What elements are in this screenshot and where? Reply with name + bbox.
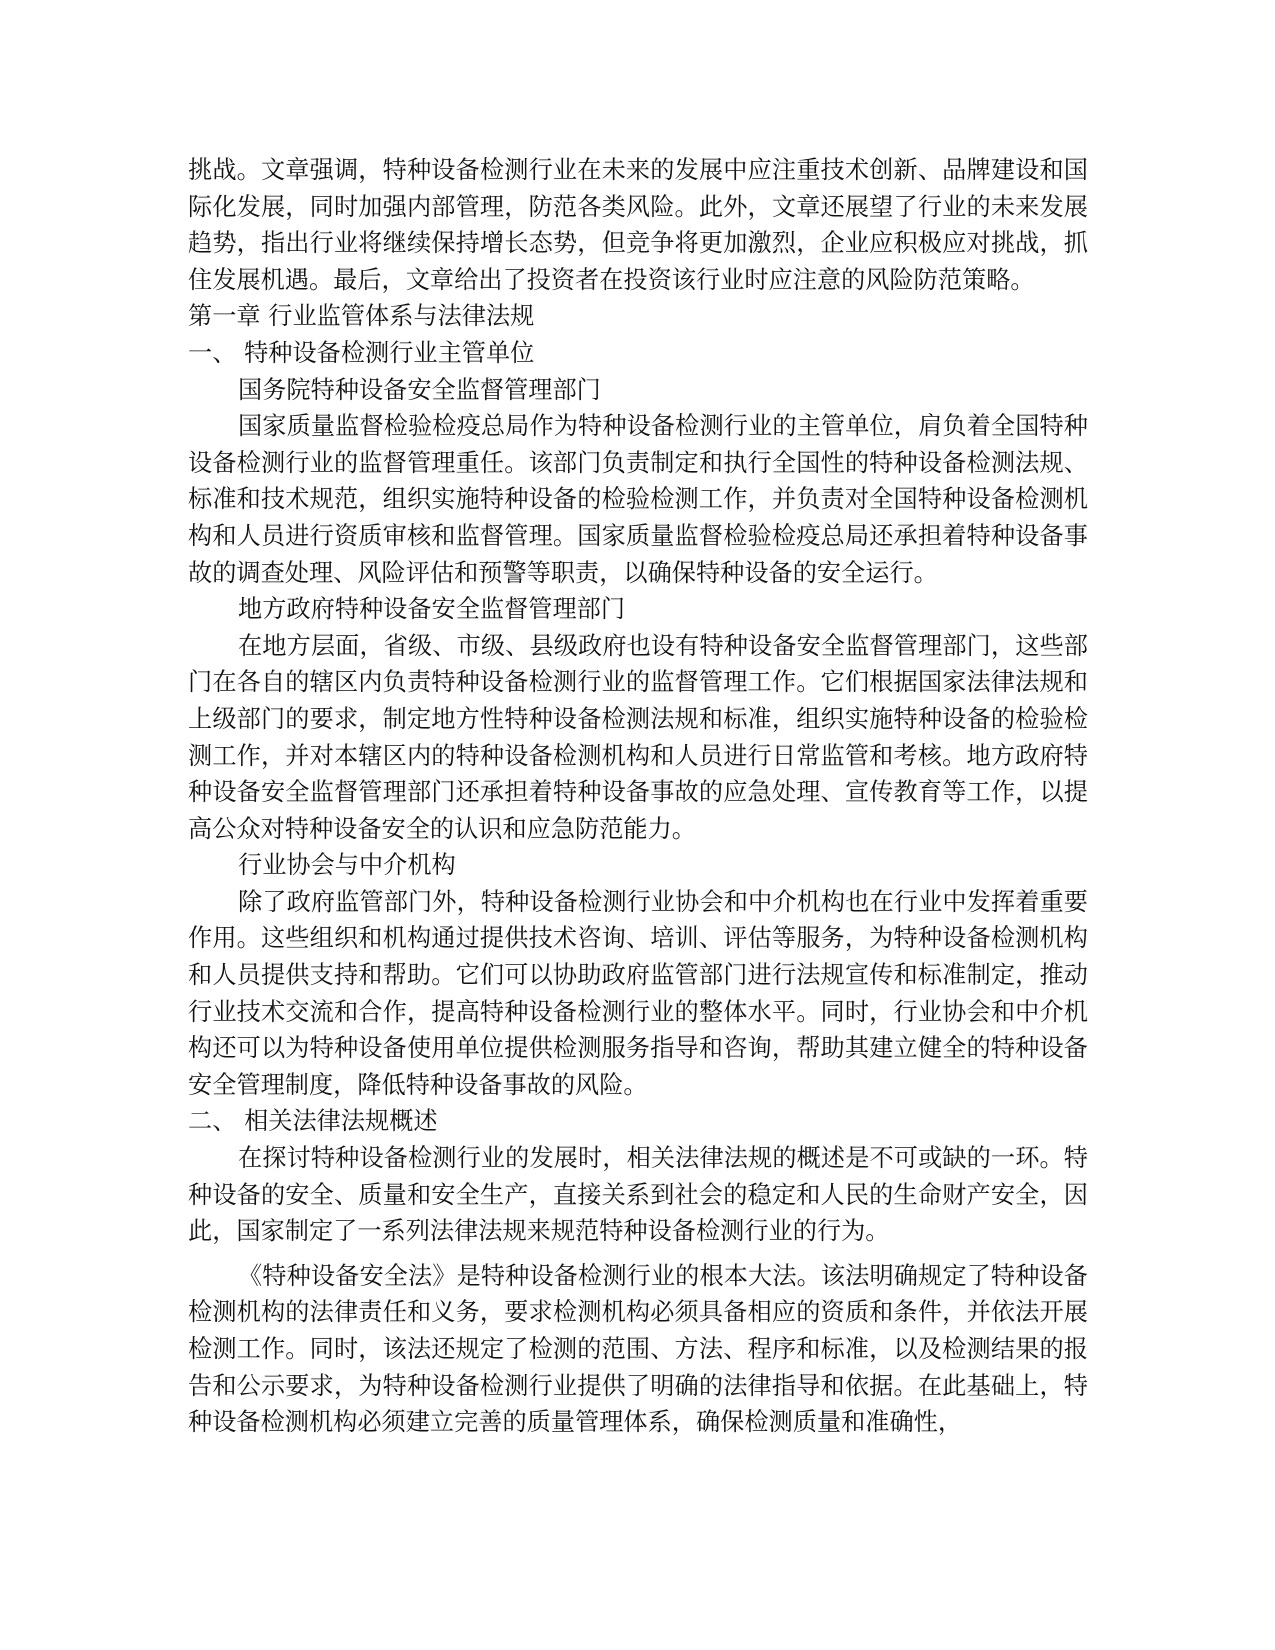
section-title-1: 一、 特种设备检测行业主管单位 (188, 338, 535, 367)
paragraph-laws-overview: 在探讨特种设备检测行业的发展时，相关法律法规的概述是不可或缺的一环。特种设备的安全、质量和安全生产，直接关系到社会的稳定和人民的生命财产安全，因此，国家制定了一系列法律法规来规范特种设备检测行业的行为。 (188, 1144, 1088, 1246)
section-title-2: 二、 相关法律法规概述 (188, 1107, 438, 1136)
intro-paragraph: 挑战。文章强调，特种设备检测行业在未来的发展中应注重技术创新、品牌建设和国际化发展，同时加强内部管理，防范各类风险。此外，文章还展望了行业的未来发展趋势，指出行业将继续保持增长态势，但竞争将更加激烈，企业应积极应对挑战，抓住发展机遇。最后，文章给出了投资者在投资该行业时应注意的风险防范策略。 (188, 156, 1088, 294)
chapter-title: 第一章 行业监管体系与法律法规 (188, 302, 535, 331)
paragraph-local: 在地方层面，省级、市级、县级政府也设有特种设备安全监督管理部门，这些部门在各自的辖区内负责特种设备检测行业的监督管理工作。它们根据国家法律法规和上级部门的要求，制定地方性特种设备检测法规和标准，组织实施特种设备的检验检测工作，并对本辖区内的特种设备检测机构和人员进行日常监管和考核。地方政府特种设备安全监督管理部门还承担着特种设备事故的应急处理、宣传教育等工作，以提高公众对特种设备安全的认识和应急防范能力。 (188, 631, 1088, 843)
subsection-title-local: 地方政府特种设备安全监督管理部门 (238, 595, 626, 624)
paragraph-national: 国家质量监督检验检疫总局作为特种设备检测行业的主管单位，肩负着全国特种设备检测行业的监督管理重任。该部门负责制定和执行全国性的特种设备检测法规、标准和技术规范，组织实施特种设备的检验检测工作，并负责对全国特种设备检测机构和人员进行资质审核和监督管理。国家质量监督检验检疫总局还承担着特种设备事故的调查处理、风险评估和预警等职责，以确保特种设备的安全运行。 (188, 412, 1088, 587)
subsection-title-national: 国务院特种设备安全监督管理部门 (238, 375, 601, 404)
subsection-title-associations: 行业协会与中介机构 (238, 851, 456, 880)
paragraph-associations: 除了政府监管部门外，特种设备检测行业协会和中介机构也在行业中发挥着重要作用。这些组织和机构通过提供技术咨询、培训、评估等服务，为特种设备检测机构和人员提供支持和帮助。它们可以协助政府监管部门进行法规宣传和标准制定，推动行业技术交流和合作，提高特种设备检测行业的整体水平。同时，行业协会和中介机构还可以为特种设备使用单位提供检测服务指导和咨询，帮助其建立健全的特种设备安全管理制度，降低特种设备事故的风险。 (188, 887, 1088, 1099)
paragraph-safety-law: 《特种设备安全法》是特种设备检测行业的根本大法。该法明确规定了特种设备检测机构的法律责任和义务，要求检测机构必须具备相应的资质和条件，并依法开展检测工作。同时，该法还规定了检测的范围、方法、程序和标准，以及检测结果的报告和公示要求，为特种设备检测行业提供了明确的法律指导和依据。在此基础上，特种设备检测机构必须建立完善的质量管理体系，确保检测质量和准确性， (188, 1261, 1088, 1437)
document-page (188, 152, 1088, 1441)
